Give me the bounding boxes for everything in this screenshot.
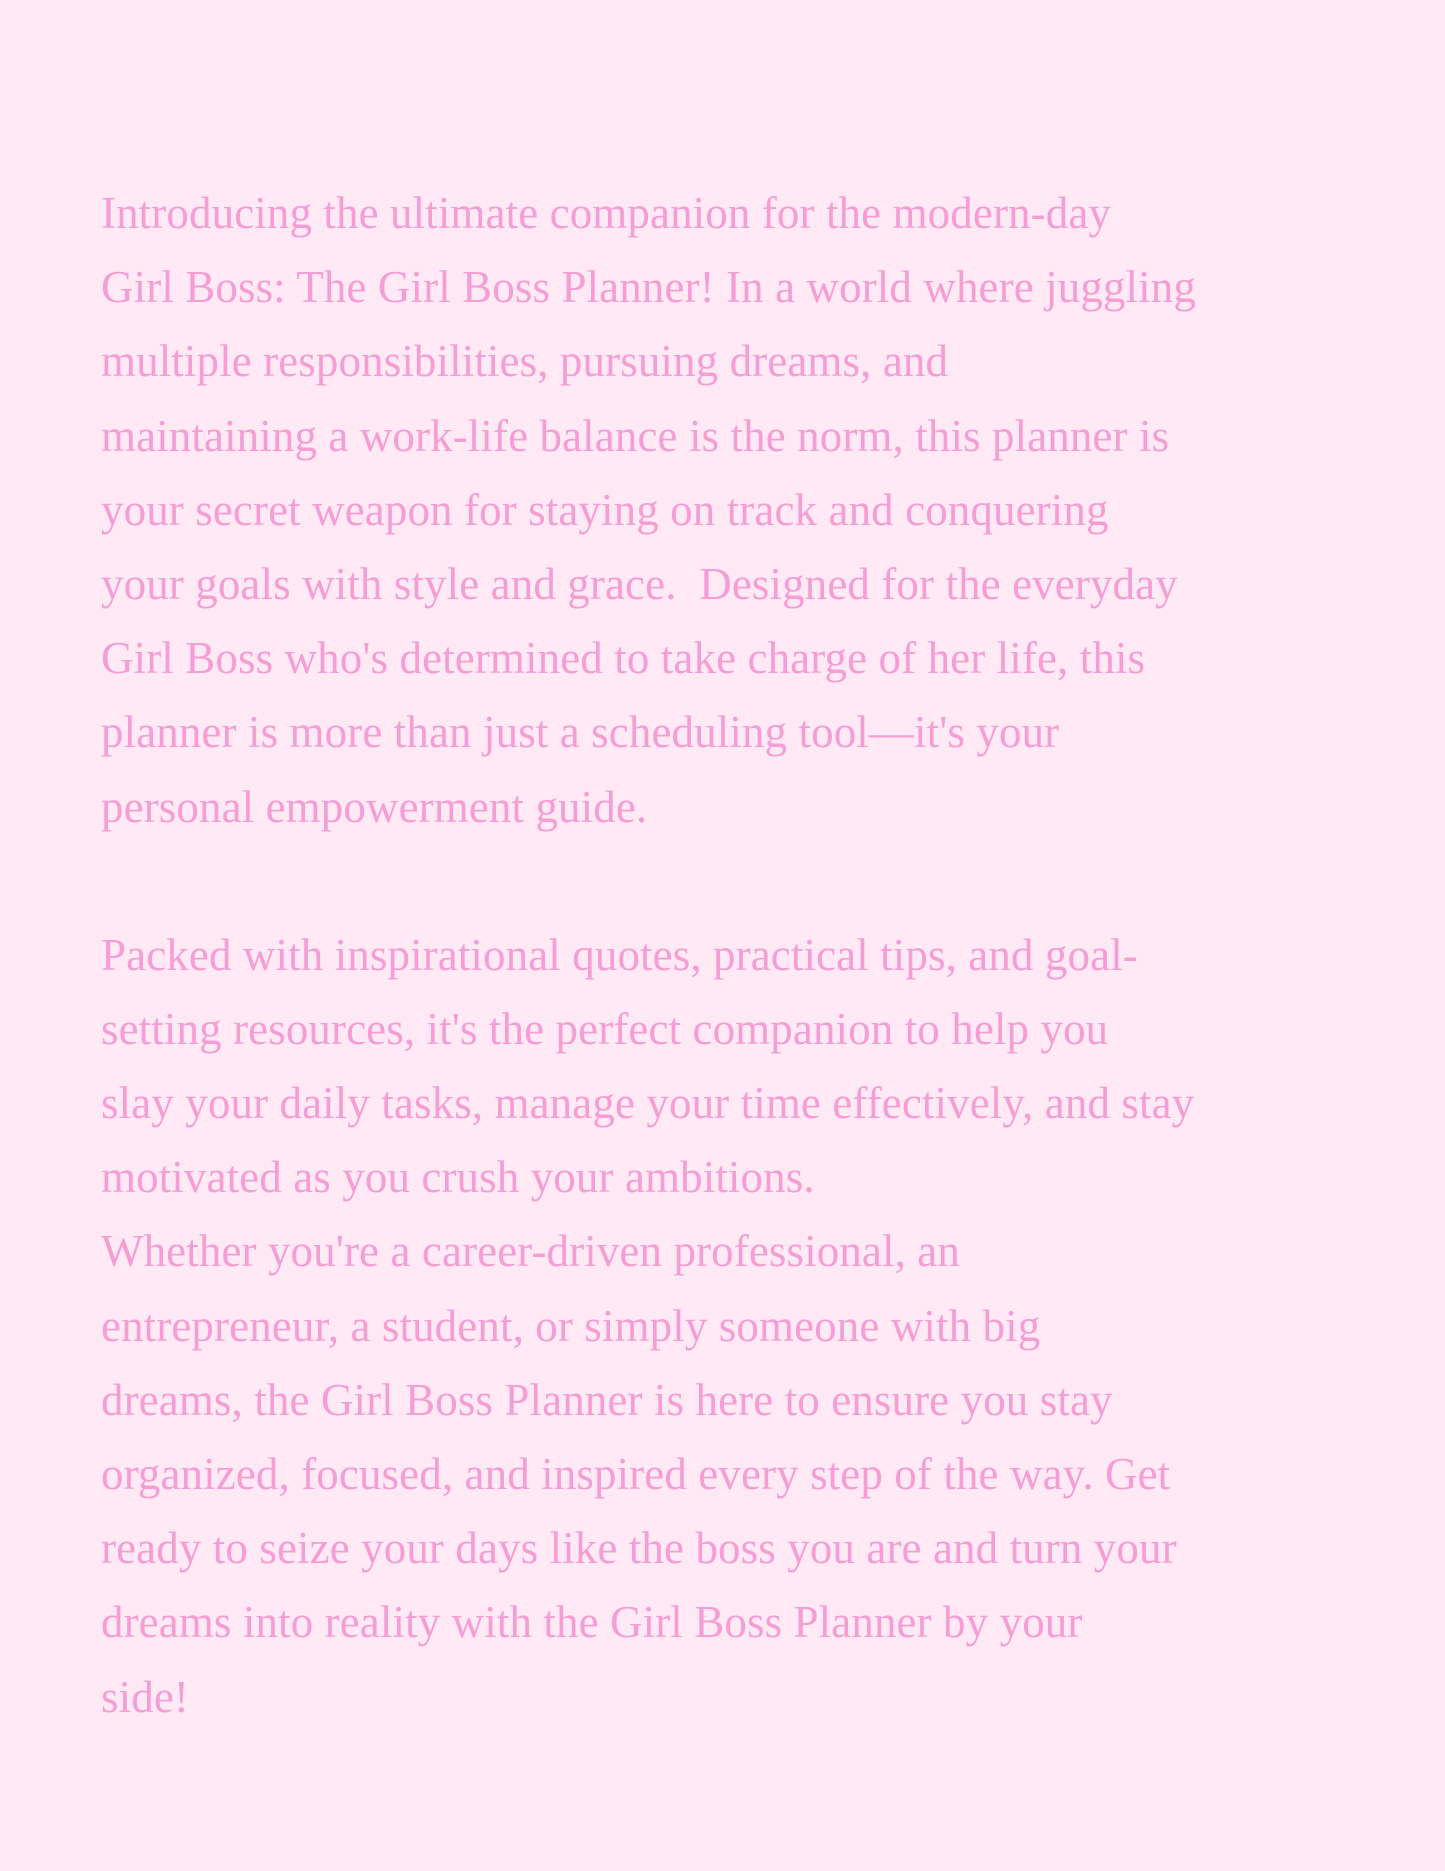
text-line: organized, focused, and inspired every step of the way. Get	[101, 1449, 1171, 1499]
text-line: multiple responsibilities, pursuing dreams, and	[101, 336, 949, 387]
text-line: dreams, the Girl Boss Planner is here to ensure you stay	[101, 1374, 1113, 1425]
text-line: Introducing the ultimate companion for the modern-day	[101, 188, 1111, 238]
text-line: Girl Boss who's determined to take charge of her life, this	[101, 633, 1146, 684]
text-line: maintaining a work-life balance is the norm, this planner is	[101, 410, 1170, 461]
text-line: Packed with inspirational quotes, practical tips, and goal-	[101, 929, 1138, 980]
body-text	[101, 176, 1361, 1734]
text-line: motivated as you crush your ambitions.	[101, 1152, 815, 1203]
text-line: personal empowerment guide.	[101, 781, 648, 832]
text-line: setting resources, it's the perfect companion to help you	[101, 1003, 1109, 1054]
text-line: entrepreneur, a student, or simply someone with big	[101, 1300, 1041, 1351]
text-line: ready to seize your days like the boss you are and turn your	[101, 1523, 1177, 1574]
paragraph-details	[101, 918, 1361, 1734]
text-line: Whether you're a career-driven professional, an	[101, 1226, 960, 1277]
text-line: dreams into reality with the Girl Boss Planner by your	[101, 1597, 1083, 1648]
text-line: your goals with style and grace. Designed for the everyday	[101, 558, 1178, 609]
text-line: side!	[101, 1671, 189, 1722]
text-line: slay your daily tasks, manage your time effectively, and stay	[101, 1078, 1195, 1129]
text-line: your secret weapon for staying on track and conquering	[101, 484, 1109, 535]
text-line: planner is more than just a scheduling tool—it's your	[101, 707, 1060, 758]
paragraph-gap	[101, 844, 1361, 918]
paragraph-intro	[101, 176, 1361, 844]
text-line: Girl Boss: The Girl Boss Planner! In a world where juggling	[101, 262, 1196, 313]
